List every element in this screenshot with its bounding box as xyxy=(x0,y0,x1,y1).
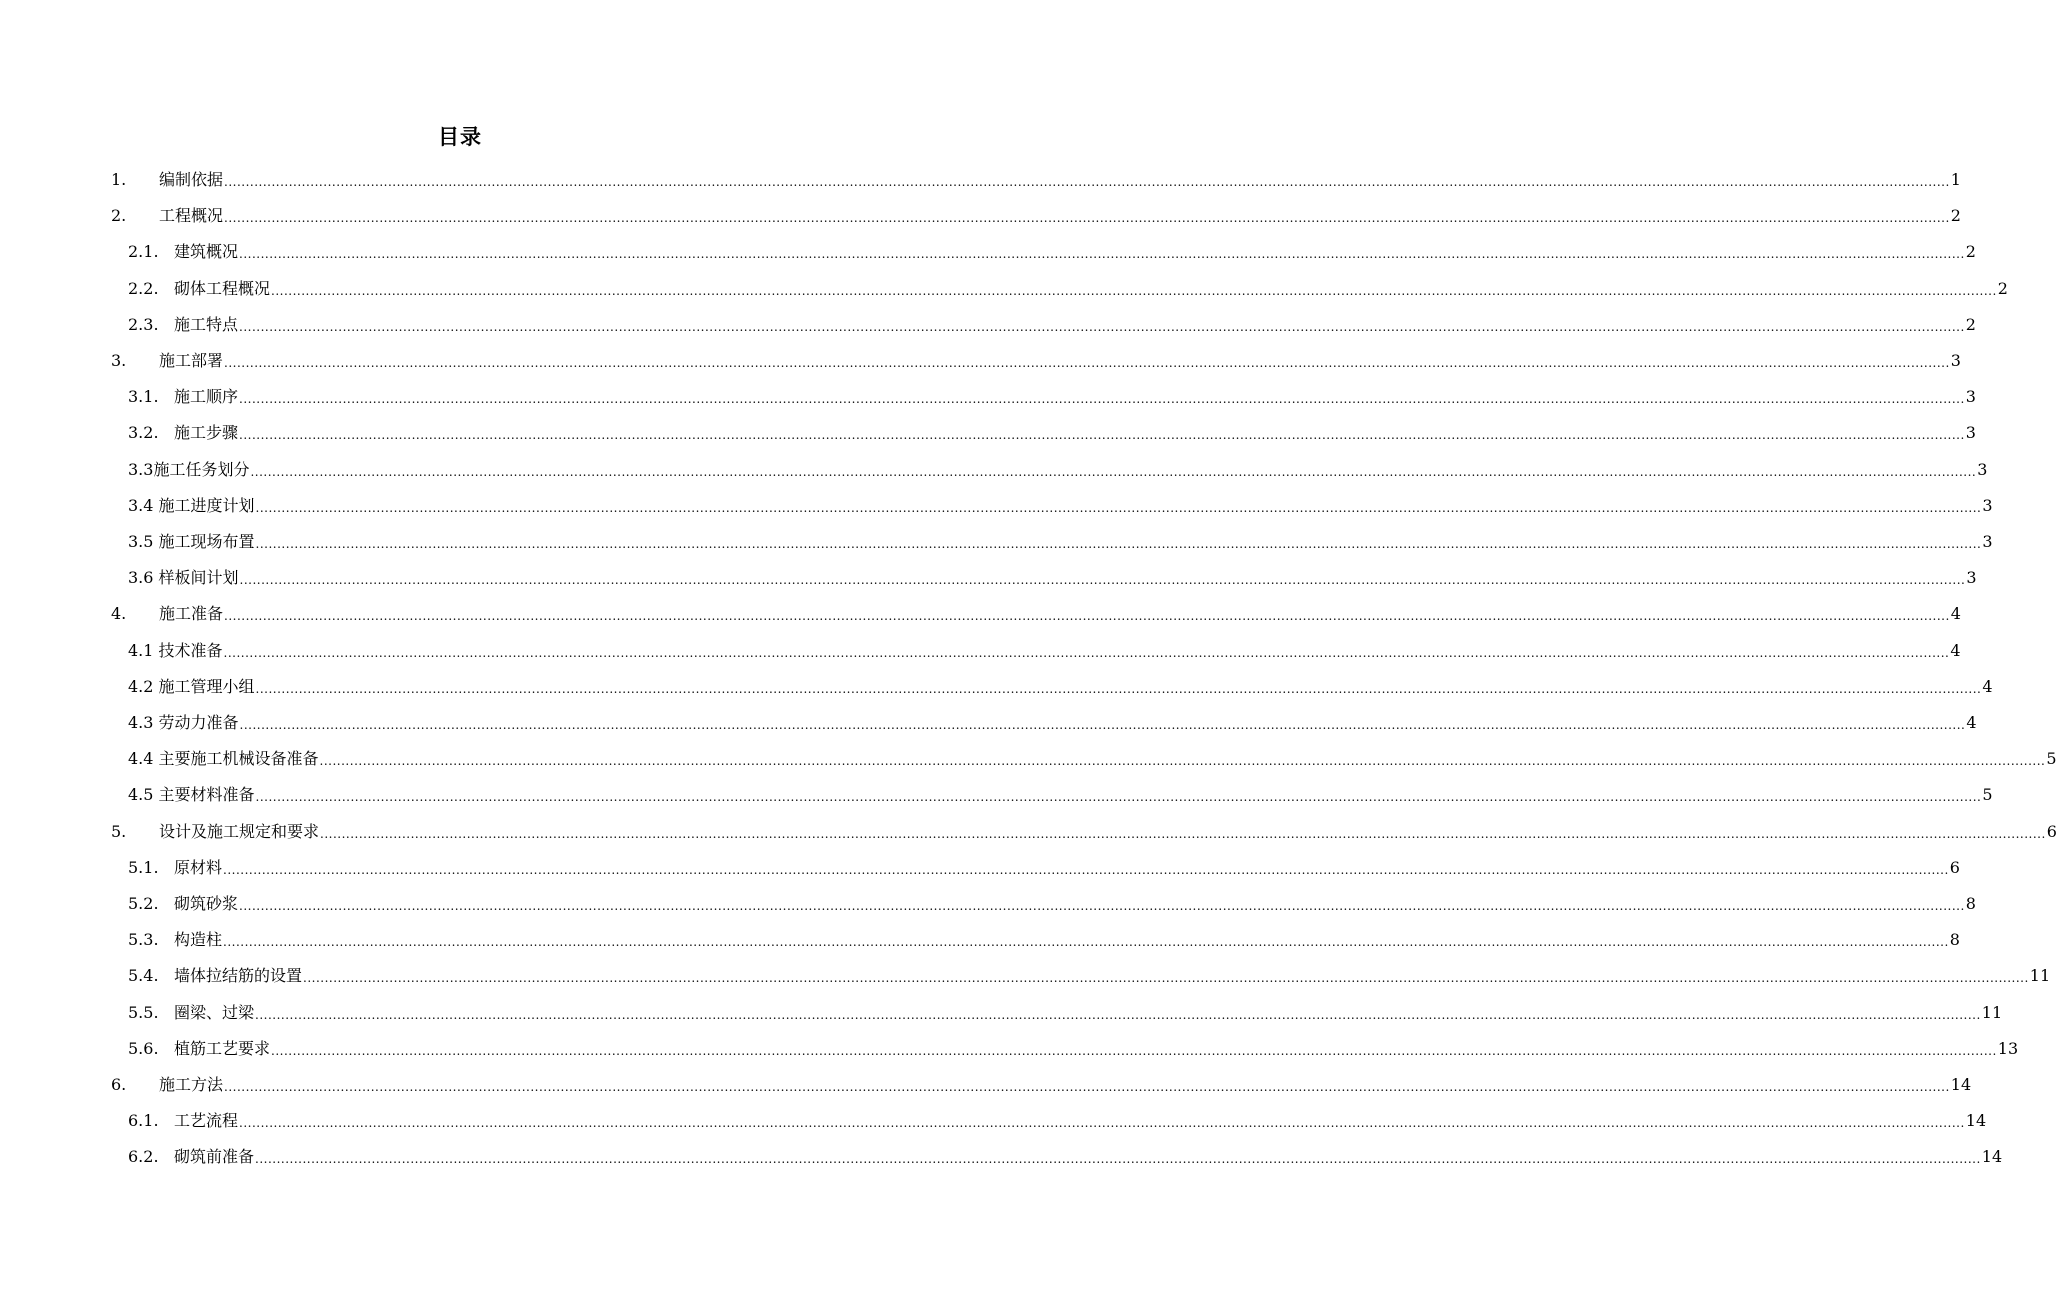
toc-entry-label: 砌筑前准备 xyxy=(174,1147,255,1167)
toc-leader-dots: ................................................................................................................................................................................................................................................................................................................................................................................................................ xyxy=(239,428,1965,443)
toc-leader-dots: ................................................................................................................................................................................................................................................................................................................................................................................................................ xyxy=(255,1007,1981,1022)
toc-leader-dots: ................................................................................................................................................................................................................................................................................................................................................................................................................ xyxy=(255,500,1982,515)
toc-entry[interactable] xyxy=(128,528,1993,552)
toc-entry-page-number: 2 xyxy=(1965,242,1976,262)
toc-entry-label: 编制依据 xyxy=(159,170,224,189)
toc-entry-label: 3.3施工任务划分 xyxy=(128,459,250,479)
toc-entry-page-number: 14 xyxy=(1950,1075,1972,1094)
toc-entry-page-number: 13 xyxy=(1997,1038,2019,1058)
toc-entry-page-number: 4 xyxy=(1950,640,1961,660)
toc-leader-dots: ................................................................................................................................................................................................................................................................................................................................................................................................................ xyxy=(255,537,1982,551)
toc-entry[interactable] xyxy=(128,492,1993,516)
toc-entry[interactable] xyxy=(111,202,1961,226)
toc-entry[interactable] xyxy=(128,383,1976,407)
toc-leader-dots: ................................................................................................................................................................................................................................................................................................................................................................................................................ xyxy=(271,283,1997,298)
toc-leader-dots: ................................................................................................................................................................................................................................................................................................................................................................................................................ xyxy=(239,573,1966,588)
toc-entry-label: 施工步骤 xyxy=(174,423,239,443)
toc-title: 目录 xyxy=(438,124,482,149)
toc-entry[interactable] xyxy=(111,347,1961,371)
toc-entry-label: 4.3 劳动力准备 xyxy=(128,713,239,732)
toc-leader-dots: ................................................................................................................................................................................................................................................................................................................................................................................................................ xyxy=(239,392,1965,407)
toc-entry-number: 5.1. xyxy=(128,857,159,877)
toc-entry[interactable] xyxy=(128,1143,2003,1167)
toc-entry-page-number: 3 xyxy=(1965,423,1976,443)
toc-entry-page-number: 3 xyxy=(1950,351,1961,370)
toc-entry-number: 2.2. xyxy=(128,278,159,298)
toc-entry[interactable] xyxy=(128,1107,1987,1131)
toc-entry-number: 6. xyxy=(111,1075,127,1094)
toc-entry-number: 2.1. xyxy=(128,242,159,262)
toc-entry-number: 6.1. xyxy=(128,1111,159,1131)
toc-entry-number: 6.2. xyxy=(128,1147,159,1167)
toc-leader-dots: ................................................................................................................................................................................................................................................................................................................................................................................................................ xyxy=(255,790,1982,805)
toc-entry-page-number: 3 xyxy=(1977,459,1988,479)
toc-entry-label: 3.6 样板间计划 xyxy=(128,568,239,588)
toc-entry-number: 5. xyxy=(111,821,127,841)
toc-entry-label: 植筋工艺要求 xyxy=(174,1038,271,1058)
toc-leader-dots: ................................................................................................................................................................................................................................................................................................................................................................................................................ xyxy=(303,971,2029,986)
toc-entry-number: 5.4. xyxy=(128,966,159,986)
toc-entry[interactable] xyxy=(128,709,1977,733)
toc-entry-page-number: 14 xyxy=(1965,1111,1987,1131)
toc-entry-label: 3.5 施工现场布置 xyxy=(128,532,255,551)
toc-entry-label: 施工准备 xyxy=(159,604,224,624)
toc-entry[interactable] xyxy=(111,600,1961,624)
toc-leader-dots: ................................................................................................................................................................................................................................................................................................................................................................................................................ xyxy=(271,1043,1997,1058)
toc-entry-number: 3. xyxy=(111,351,127,370)
toc-entry-page-number: 5 xyxy=(2046,749,2057,769)
toc-entry[interactable] xyxy=(128,999,2003,1023)
toc-leader-dots: ................................................................................................................................................................................................................................................................................................................................................................................................................ xyxy=(255,1152,1981,1167)
toc-entry-label: 砌筑砂浆 xyxy=(174,894,239,913)
toc-entry-number: 2. xyxy=(111,206,127,226)
toc-entry[interactable] xyxy=(128,456,1988,480)
toc-entry[interactable] xyxy=(128,854,1960,878)
toc-entry-page-number: 4 xyxy=(1966,713,1977,732)
toc-entry-label: 工艺流程 xyxy=(174,1111,239,1131)
toc-leader-dots: ................................................................................................................................................................................................................................................................................................................................................................................................................ xyxy=(224,175,1950,189)
toc-entry-number: 5.6. xyxy=(128,1038,159,1058)
toc-entry-label: 4.4 主要施工机械设备准备 xyxy=(128,749,319,769)
toc-entry-page-number: 1 xyxy=(1950,170,1961,189)
toc-entry-label: 原材料 xyxy=(174,857,223,877)
toc-entry-page-number: 3 xyxy=(1982,532,1993,551)
toc-entry[interactable] xyxy=(128,637,1961,661)
toc-entry-label: 墙体拉结筋的设置 xyxy=(174,966,303,986)
toc-entry[interactable] xyxy=(128,926,1960,950)
toc-entry-page-number: 11 xyxy=(2029,966,2051,986)
toc-entry[interactable] xyxy=(128,1035,2019,1059)
toc-leader-dots: ................................................................................................................................................................................................................................................................................................................................................................................................................ xyxy=(223,862,1949,877)
toc-entry[interactable] xyxy=(128,673,1993,697)
toc-entry-page-number: 11 xyxy=(1981,1002,2003,1022)
toc-entry[interactable] xyxy=(128,745,2057,769)
toc-leader-dots: ................................................................................................................................................................................................................................................................................................................................................................................................................ xyxy=(320,826,2046,841)
toc-entry-page-number: 8 xyxy=(1949,930,1960,950)
toc-entry-number: 2.3. xyxy=(128,314,159,334)
toc-entry-number: 5.3. xyxy=(128,930,159,950)
toc-entry-number: 3.1. xyxy=(128,387,159,407)
toc-entry-page-number: 4 xyxy=(1950,604,1961,624)
toc-entry-label: 设计及施工规定和要求 xyxy=(159,821,320,841)
toc-leader-dots: ................................................................................................................................................................................................................................................................................................................................................................................................................ xyxy=(224,609,1950,624)
toc-entry[interactable] xyxy=(128,962,2051,986)
toc-entry-number: 4. xyxy=(111,604,127,624)
toc-entry-page-number: 2 xyxy=(1950,206,1961,226)
toc-entry-page-number: 6 xyxy=(2046,821,2057,841)
toc-entry-label: 构造柱 xyxy=(174,930,223,950)
toc-entry[interactable] xyxy=(111,1071,1972,1095)
toc-entry-page-number: 5 xyxy=(1982,785,1993,805)
toc-leader-dots: ................................................................................................................................................................................................................................................................................................................................................................................................................ xyxy=(224,211,1950,226)
toc-entry-number: 1. xyxy=(111,170,127,189)
toc-leader-dots: ................................................................................................................................................................................................................................................................................................................................................................................................................ xyxy=(319,754,2046,769)
toc-leader-dots: ................................................................................................................................................................................................................................................................................................................................................................................................................ xyxy=(223,935,1949,950)
toc-entry[interactable] xyxy=(111,818,2057,842)
toc-leader-dots: ................................................................................................................................................................................................................................................................................................................................................................................................................ xyxy=(255,681,1982,696)
toc-entry-number: 3.2. xyxy=(128,423,159,443)
toc-entry[interactable] xyxy=(128,419,1976,443)
toc-entry[interactable] xyxy=(128,238,1976,262)
toc-leader-dots: ................................................................................................................................................................................................................................................................................................................................................................................................................ xyxy=(224,1080,1950,1094)
toc-leader-dots: ................................................................................................................................................................................................................................................................................................................................................................................................................ xyxy=(239,1116,1965,1131)
toc-entry-label: 砌体工程概况 xyxy=(174,278,271,298)
toc-leader-dots: ................................................................................................................................................................................................................................................................................................................................................................................................................ xyxy=(239,899,1965,913)
toc-entry-label: 圈梁、过梁 xyxy=(174,1002,255,1022)
toc-entry-label: 施工顺序 xyxy=(174,387,239,407)
toc-entry-page-number: 2 xyxy=(1965,314,1976,334)
toc-entry-page-number: 14 xyxy=(1981,1147,2003,1167)
toc-leader-dots: ................................................................................................................................................................................................................................................................................................................................................................................................................ xyxy=(239,718,1966,732)
toc-entry-page-number: 4 xyxy=(1982,676,1993,696)
toc-entry-page-number: 3 xyxy=(1966,568,1977,588)
toc-entry-number: 5.5. xyxy=(128,1002,159,1022)
toc-leader-dots: ................................................................................................................................................................................................................................................................................................................................................................................................................ xyxy=(223,645,1950,660)
toc-entry[interactable] xyxy=(128,275,2008,299)
toc-entry-page-number: 6 xyxy=(1949,857,1960,877)
toc-entry-page-number: 3 xyxy=(1982,495,1993,515)
toc-entry-label: 3.4 施工进度计划 xyxy=(128,495,255,515)
toc-entry-label: 施工部署 xyxy=(159,351,224,370)
toc-leader-dots: ................................................................................................................................................................................................................................................................................................................................................................................................................ xyxy=(250,464,1977,479)
toc-entry-label: 4.2 施工管理小组 xyxy=(128,676,255,696)
toc-entry-page-number: 2 xyxy=(1997,278,2008,298)
toc-leader-dots: ................................................................................................................................................................................................................................................................................................................................................................................................................ xyxy=(224,356,1950,370)
toc-entry-number: 5.2. xyxy=(128,894,159,913)
toc-entry-label: 施工特点 xyxy=(174,314,239,334)
toc-entry-label: 建筑概况 xyxy=(174,242,239,262)
toc-entry[interactable] xyxy=(128,564,1977,588)
toc-entry-page-number: 3 xyxy=(1965,387,1976,407)
toc-entry-label: 4.5 主要材料准备 xyxy=(128,785,255,805)
toc-entry[interactable] xyxy=(128,781,1993,805)
toc-leader-dots: ................................................................................................................................................................................................................................................................................................................................................................................................................ xyxy=(239,319,1965,334)
toc-leader-dots: ................................................................................................................................................................................................................................................................................................................................................................................................................ xyxy=(239,247,1965,262)
toc-entry[interactable] xyxy=(128,311,1976,335)
toc-entry-label: 工程概况 xyxy=(159,206,224,226)
toc-entry-label: 4.1 技术准备 xyxy=(128,640,223,660)
toc-entry[interactable] xyxy=(111,166,1961,190)
toc-entry[interactable] xyxy=(128,890,1976,914)
toc-entry-page-number: 8 xyxy=(1965,894,1976,913)
toc-entry-label: 施工方法 xyxy=(159,1075,224,1094)
